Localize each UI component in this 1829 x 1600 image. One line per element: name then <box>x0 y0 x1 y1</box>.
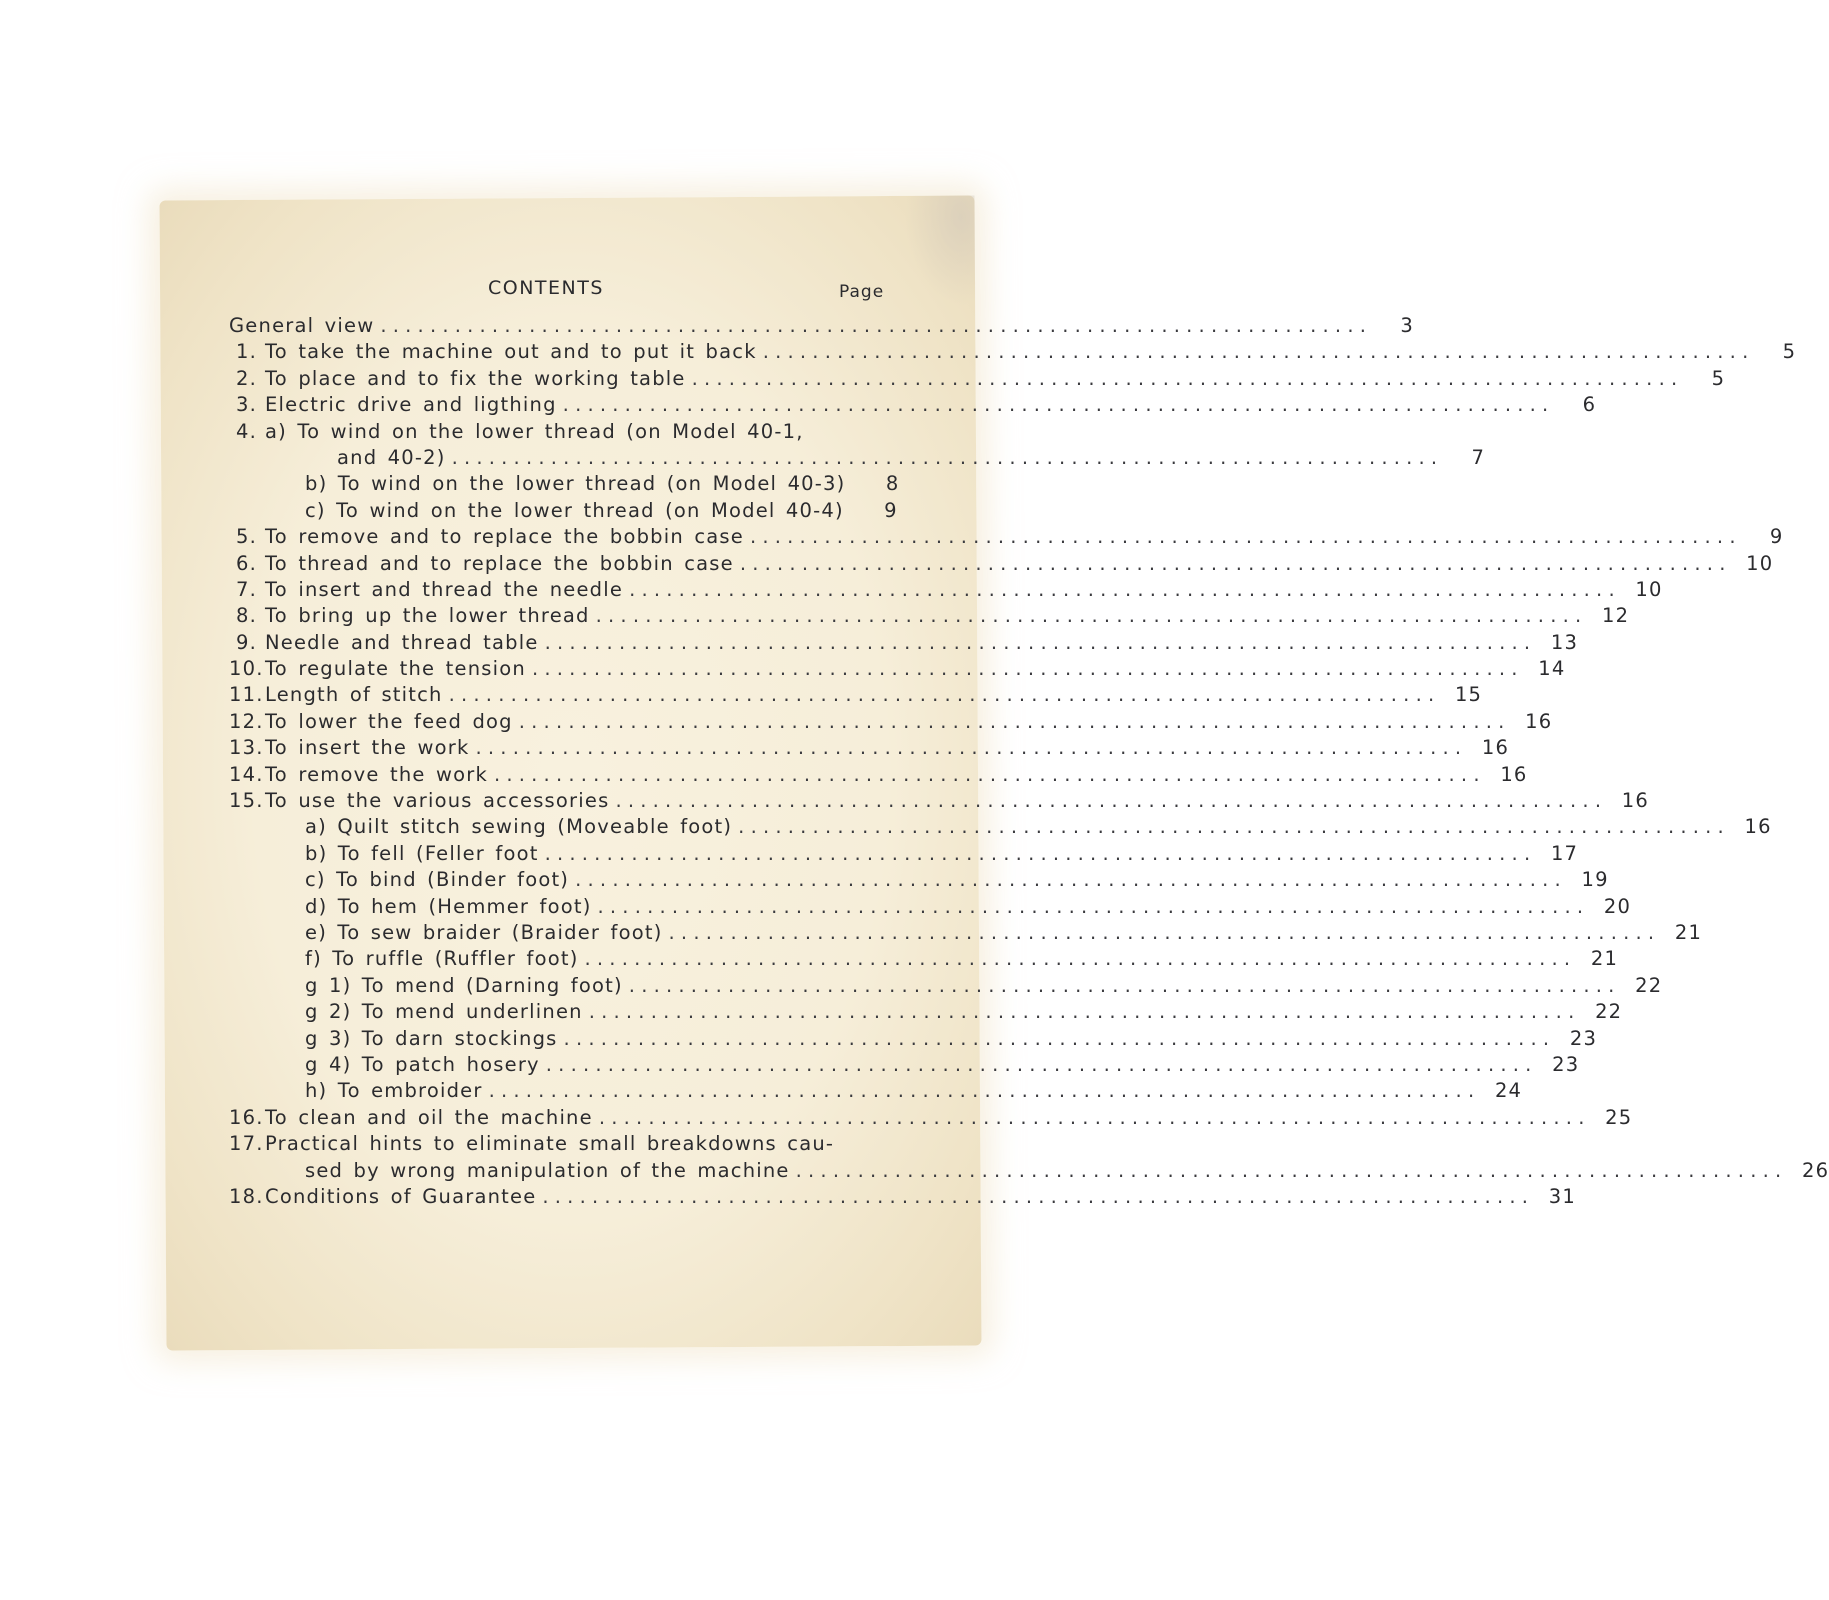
toc-dot-leader: . . . . . . . . . . . . . . . . . . . . . . . . . . . . . . . . . . . . . . . . . . . . . . . . . . . . . . . . . . . . . . . . . . . . . . . . . . . . . . . . <box>598 1105 1585 1129</box>
toc-entry <box>229 841 1579 867</box>
toc-entry-page: 24 <box>1494 1079 1523 1103</box>
toc-dot-leader: . . . . . . . . . . . . . . . . . . . . . . . . . . . . . . . . . . . . . . . . . . . . . . . . . . . . . . . . . . . . . . . . . . . . . . . . . . . . . . . . <box>628 973 1615 997</box>
paper-stain <box>904 196 975 306</box>
toc-entry-title: a) Quilt stitch sewing (Moveable foot) <box>305 815 733 839</box>
toc-entry-number: 4. <box>235 419 257 443</box>
toc-entry-number: 12. <box>229 709 264 733</box>
toc-entry-title: General view <box>229 314 375 337</box>
toc-entry <box>229 577 1663 603</box>
toc-entry-title: To remove the work <box>265 762 488 786</box>
toc-entry <box>229 498 898 524</box>
toc-entry <box>229 630 1579 656</box>
toc-entry-page: 3 <box>1400 314 1414 337</box>
toc-entry-page: 23 <box>1569 1026 1598 1050</box>
table-of-contents <box>229 313 1829 1210</box>
toc-entry-number: 7. <box>235 577 257 601</box>
toc-entry-number: 15. <box>229 789 264 813</box>
toc-entry <box>229 1026 1598 1052</box>
toc-dot-leader: . . . . . . . . . . . . . . . . . . . . . . . . . . . . . . . . . . . . . . . . . . . . . . . . . . . . . . . . . . . . . . . . . . . . . . . . . . . . . . . . <box>595 604 1582 628</box>
toc-entry <box>229 551 1774 577</box>
toc-entry-page: 6 <box>1582 393 1597 417</box>
toc-entry-title: f) To ruffle (Ruffler foot) <box>305 947 579 971</box>
toc-entry-page: 10 <box>1635 577 1663 601</box>
toc-entry-page: 10 <box>1746 551 1774 575</box>
toc-dot-leader: . . . . . . . . . . . . . . . . . . . . . . . . . . . . . . . . . . . . . . . . . . . . . . . . . . . . . . . . . . . . . . . . . . . . . . . . . . . . . . . . <box>493 762 1480 786</box>
toc-entry-title: b) To fell (Feller foot <box>305 841 539 865</box>
toc-entry-number: 5. <box>235 525 257 549</box>
toc-dot-leader: . . . . . . . . . . . . . . . . . . . . . . . . . . . . . . . . . . . . . . . . . . . . . . . . . . . . . . . . . . . . . . . . . . . . . . . . . . . . . . . . <box>562 393 1549 417</box>
toc-entry-page: 26 <box>1801 1158 1829 1182</box>
toc-entry <box>229 339 1797 365</box>
toc-entry-page: 14 <box>1538 657 1566 681</box>
toc-entry <box>229 709 1553 735</box>
toc-entry-title: Electric drive and ligthing <box>265 393 557 417</box>
toc-entry-title: Practical hints to eliminate small breakdowns cau- <box>265 1132 835 1156</box>
toc-entry-number: 1. <box>235 340 257 364</box>
toc-entry <box>229 894 1632 920</box>
toc-dot-leader: . . . . . . . . . . . . . . . . . . . . . . . . . . . . . . . . . . . . . . . . . . . . . . . . . . . . . . . . . . . . . . . . . . . . . . . . . . . . . . . . <box>588 1000 1575 1024</box>
toc-entry <box>229 656 1566 682</box>
toc-entry-number: 13. <box>229 736 264 760</box>
toc-entry-title: To clean and oil the machine <box>265 1105 593 1129</box>
toc-entry <box>229 920 1703 946</box>
toc-entry-page: 17 <box>1550 841 1579 865</box>
toc-dot-leader: . . . . . . . . . . . . . . . . . . . . . . . . . . . . . . . . . . . . . . . . . . . . . . . . . . . . . . . . . . . . . . . . . . . . . . . . . . . . . . . . <box>615 789 1602 813</box>
toc-entry-title: sed by wrong manipulation of the machine <box>305 1158 790 1182</box>
toc-entry <box>229 1078 1523 1104</box>
toc-entry <box>229 867 1609 893</box>
toc-entry-number: 18. <box>229 1184 264 1208</box>
toc-entry-page: 16 <box>1621 789 1650 813</box>
toc-entry <box>229 313 1414 339</box>
toc-entry-page: 22 <box>1635 973 1663 997</box>
toc-entry-title: c) To bind (Binder foot) <box>305 868 570 892</box>
toc-entry <box>229 946 1619 972</box>
toc-entry <box>229 973 1663 999</box>
toc-dot-leader: . . . . . . . . . . . . . . . . . . . . . . . . . . . . . . . . . . . . . . . . . . . . . . . . . . . . . . . . . . . . . . . . . . . . . . . . . . . . . . . . <box>563 1026 1550 1050</box>
toc-entry-page: 12 <box>1601 604 1630 628</box>
toc-entry-page: 15 <box>1454 683 1483 707</box>
toc-entry-page: 16 <box>1525 709 1553 733</box>
toc-dot-leader: . . . . . . . . . . . . . . . . . . . . . . . . . . . . . . . . . . . . . . . . . . . . . . . . . . . . . . . . . . . . . . . . . . . . . . . . . . . . . . . . <box>451 445 1438 469</box>
toc-dot-leader: . . . . . . . . . . . . . . . . . . . . . . . . . . . . . . . . . . . . . . . . . . . . . . . . . . . . . . . . . . . . . . . . . . . . . . . . . . . . . . . . <box>691 366 1678 390</box>
toc-entry <box>229 1184 1576 1210</box>
toc-entry-page: 16 <box>1481 736 1510 760</box>
toc-dot-leader: . . . . . . . . . . . . . . . . . . . . . . . . . . . . . . . . . . . . . . . . . . . . . . . . . . . . . . . . . . . . . . . . . . . . . . . . . . . . . . . . <box>544 630 1531 654</box>
toc-entry-page: 13 <box>1550 630 1579 654</box>
toc-dot-leader: . . . . . . . . . . . . . . . . . . . . . . . . . . . . . . . . . . . . . . . . . . . . . . . . . . . . . . . . . . . . . . . . . . . . . . . . . . . . . . . . <box>542 1184 1528 1208</box>
toc-entry-title: To insert and thread the needle <box>265 577 624 601</box>
toc-entry-title: Length of stitch <box>265 683 443 707</box>
toc-dot-leader: . . . . . . . . . . . . . . . . . . . . . . . . . . . . . . . . . . . . . . . . . . . . . . . . . . . . . . . . . . . . . . . . . . . . . . . . . . . . . . . . <box>518 709 1505 733</box>
toc-dot-leader: . . . . . . . . . . . . . . . . . . . . . . . . . . . . . . . . . . . . . . . . . . . . . . . . . . . . . . . . . . . . . . . . . . . . . . . . . . . . . . . . <box>739 551 1726 575</box>
toc-entry <box>229 603 1630 629</box>
toc-entry-page: 8 <box>885 472 900 496</box>
toc-entry-title: d) To hem (Hemmer foot) <box>305 894 592 918</box>
toc-entry-page: 21 <box>1590 947 1619 971</box>
toc-entry-page: 19 <box>1581 868 1609 892</box>
toc-dot-leader: . . . . . . . . . . . . . . . . . . . . . . . . . . . . . . . . . . . . . . . . . . . . . . . . . . . . . . . . . . . . . . . . . . . . . . . . . . . . . . . . <box>668 920 1655 944</box>
toc-dot-leader: . . . . . . . . . . . . . . . . . . . . . . . . . . . . . . . . . . . . . . . . . . . . . . . . . . . . . . . . . . . . . . . . . . . . . . . . . . . . . . . . <box>575 868 1561 892</box>
toc-entry-number: 11. <box>229 683 264 707</box>
toc-dot-leader: . . . . . . . . . . . . . . . . . . . . . . . . . . . . . . . . . . . . . . . . . . . . . . . . . . . . . . . . . . . . . . . . . . . . . . . . . . . . . . . . <box>629 577 1615 601</box>
toc-entry-title: g 1) To mend (Darning foot) <box>305 973 623 997</box>
toc-entry-title: g 3) To darn stockings <box>305 1026 558 1050</box>
toc-entry-number: 16. <box>229 1105 264 1129</box>
toc-dot-leader: . . . . . . . . . . . . . . . . . . . . . . . . . . . . . . . . . . . . . . . . . . . . . . . . . . . . . . . . . . . . . . . . . . . . . . . . . . . . . . . . <box>584 947 1571 971</box>
toc-entry-title: To take the machine out and to put it back <box>265 340 757 364</box>
toc-entry-number: 2. <box>235 366 257 390</box>
toc-dot-leader: . . . . . . . . . . . . . . . . . . . . . . . . . . . . . . . . . . . . . . . . . . . . . . . . . . . . . . . . . . . . . . . . . . . . . . . . . . . . . . . . <box>531 657 1518 681</box>
page-column-header: Page <box>839 282 885 302</box>
toc-entry-page: 20 <box>1603 894 1632 918</box>
toc-dot-leader: . . . . . . . . . . . . . . . . . . . . . . . . . . . . . . . . . . . . . . . . . . . . . . . . . . . . . . . . . . . . . . . . . . . . . . . . . . . . . . . . <box>488 1079 1475 1103</box>
toc-entry-page: 7 <box>1471 445 1486 469</box>
toc-entry-title: To insert the work <box>265 736 470 760</box>
toc-entry-title: To regulate the tension <box>265 657 526 681</box>
toc-entry <box>229 524 1784 550</box>
toc-entry <box>229 999 1623 1025</box>
toc-entry-number: 8. <box>235 604 257 628</box>
toc-dot-leader: . . . . . . . . . . . . . . . . . . . . . . . . . . . . . . . . . . . . . . . . . . . . . . . . . . . . . . . . . . . . . . . . . . . . . . . . . . . . . . . . <box>475 736 1462 760</box>
toc-entry-page: 25 <box>1605 1105 1633 1129</box>
toc-entry-number: 10. <box>229 657 264 681</box>
toc-entry-title: e) To sew braider (Braider foot) <box>305 920 663 944</box>
toc-entry-page: 5 <box>1782 340 1797 364</box>
toc-dot-leader: . . . . . . . . . . . . . . . . . . . . . . . . . . . . . . . . . . . . . . . . . . . . . . . . . . . . . . . . . . . . . . . . . . . . . . . . . . . . . . . . <box>738 815 1724 839</box>
toc-entry <box>229 392 1597 418</box>
toc-entry-title: To lower the feed dog <box>265 709 513 733</box>
toc-entry-title: g 2) To mend underlinen <box>305 1000 583 1024</box>
toc-dot-leader: . . . . . . . . . . . . . . . . . . . . . . . . . . . . . . . . . . . . . . . . . . . . . . . . . . . . . . . . . . . . . . . . . . . . . . . . . . . . . . . . <box>597 894 1584 918</box>
toc-entry-title: To place and to fix the working table <box>265 366 686 390</box>
toc-entry-title: h) To embroider <box>305 1079 483 1103</box>
toc-dot-leader: . . . . . . . . . . . . . . . . . . . . . . . . . . . . . . . . . . . . . . . . . . . . . . . . . . . . . . . . . . . . . . . . . . . . . . . . . . . . . . . . <box>749 525 1736 549</box>
toc-entry-title: a) To wind on the lower thread (on Model 40-1, <box>265 419 804 443</box>
toc-dot-leader: . . . . . . . . . . . . . . . . . . . . . . . . . . . . . . . . . . . . . . . . . . . . . . . . . . . . . . . . . . . . . . . . . . . . . . . . . . . . . . . . <box>544 841 1531 865</box>
toc-entry-title: b) To wind on the lower thread (on Model 40-3) <box>305 472 846 496</box>
toc-entry-page: 5 <box>1711 366 1726 390</box>
toc-entry <box>229 682 1483 708</box>
toc-entry-page: 16 <box>1500 762 1528 786</box>
toc-entry-page: 9 <box>1769 525 1784 549</box>
toc-entry-page: 21 <box>1674 920 1703 944</box>
toc-entry-title: Conditions of Guarantee <box>265 1184 537 1208</box>
toc-entry <box>229 762 1528 788</box>
toc-entry <box>229 735 1510 761</box>
toc-entry-title: g 4) To patch hosery <box>305 1052 540 1076</box>
toc-entry <box>229 1105 1633 1131</box>
toc-dot-leader: . . . . . . . . . . . . . . . . . . . . . . . . . . . . . . . . . . . . . . . . . . . . . . . . . . . . . . . . . . . . . . . . . . . . . . . . . . . . . . . . <box>545 1052 1532 1076</box>
toc-entry-page: 23 <box>1552 1052 1580 1076</box>
toc-entry-number: 14. <box>229 762 264 786</box>
toc-entry-page: 16 <box>1744 815 1772 839</box>
toc-entry-title: To thread and to replace the bobbin case <box>265 551 734 575</box>
toc-entry <box>229 1158 1829 1184</box>
toc-entry-title: To remove and to replace the bobbin case <box>265 525 744 549</box>
toc-entry-title: To bring up the lower thread <box>265 604 590 628</box>
toc-entry-title: and 40-2) <box>337 445 446 469</box>
toc-entry <box>229 366 1726 392</box>
toc-entry-page: 31 <box>1548 1184 1576 1208</box>
toc-entry-title: c) To wind on the lower thread (on Model 40-4) <box>305 498 844 522</box>
toc-dot-leader: . . . . . . . . . . . . . . . . . . . . . . . . . . . . . . . . . . . . . . . . . . . . . . . . . . . . . . . . . . . . . . . . . . . . . . . . . . . . . . . . <box>448 683 1435 707</box>
toc-dot-leader: . . . . . . . . . . . . . . . . . . . . . . . . . . . . . . . . . . . . . . . . . . . . . . . . . . . . . . . . . . . . . . . . . . . . . . . . . . . . . . . . <box>380 314 1366 337</box>
toc-entry-number: 9. <box>235 630 257 654</box>
contents-title: CONTENTS <box>488 277 604 299</box>
toc-entry-page: 9 <box>884 498 898 522</box>
toc-dot-leader: . . . . . . . . . . . . . . . . . . . . . . . . . . . . . . . . . . . . . . . . . . . . . . . . . . . . . . . . . . . . . . . . . . . . . . . . . . . . . . . . <box>762 340 1749 364</box>
toc-entry <box>229 419 874 445</box>
toc-entry-title: Needle and thread table <box>265 630 539 654</box>
toc-entry <box>229 788 1650 814</box>
toc-entry <box>229 445 1486 471</box>
toc-entry-number: 6. <box>235 551 257 575</box>
toc-entry <box>229 471 900 497</box>
toc-entry-number: 17. <box>229 1132 264 1156</box>
toc-dot-leader: . . . . . . . . . . . . . . . . . . . . . . . . . . . . . . . . . . . . . . . . . . . . . . . . . . . . . . . . . . . . . . . . . . . . . . . . . . . . . . . . <box>795 1158 1782 1182</box>
toc-entry <box>229 814 1772 840</box>
toc-entry-page: 22 <box>1595 1000 1623 1024</box>
toc-entry <box>229 1131 874 1157</box>
toc-entry-number: 3. <box>235 393 257 417</box>
toc-entry <box>229 1052 1580 1078</box>
toc-entry-title: To use the various accessories <box>265 789 610 813</box>
